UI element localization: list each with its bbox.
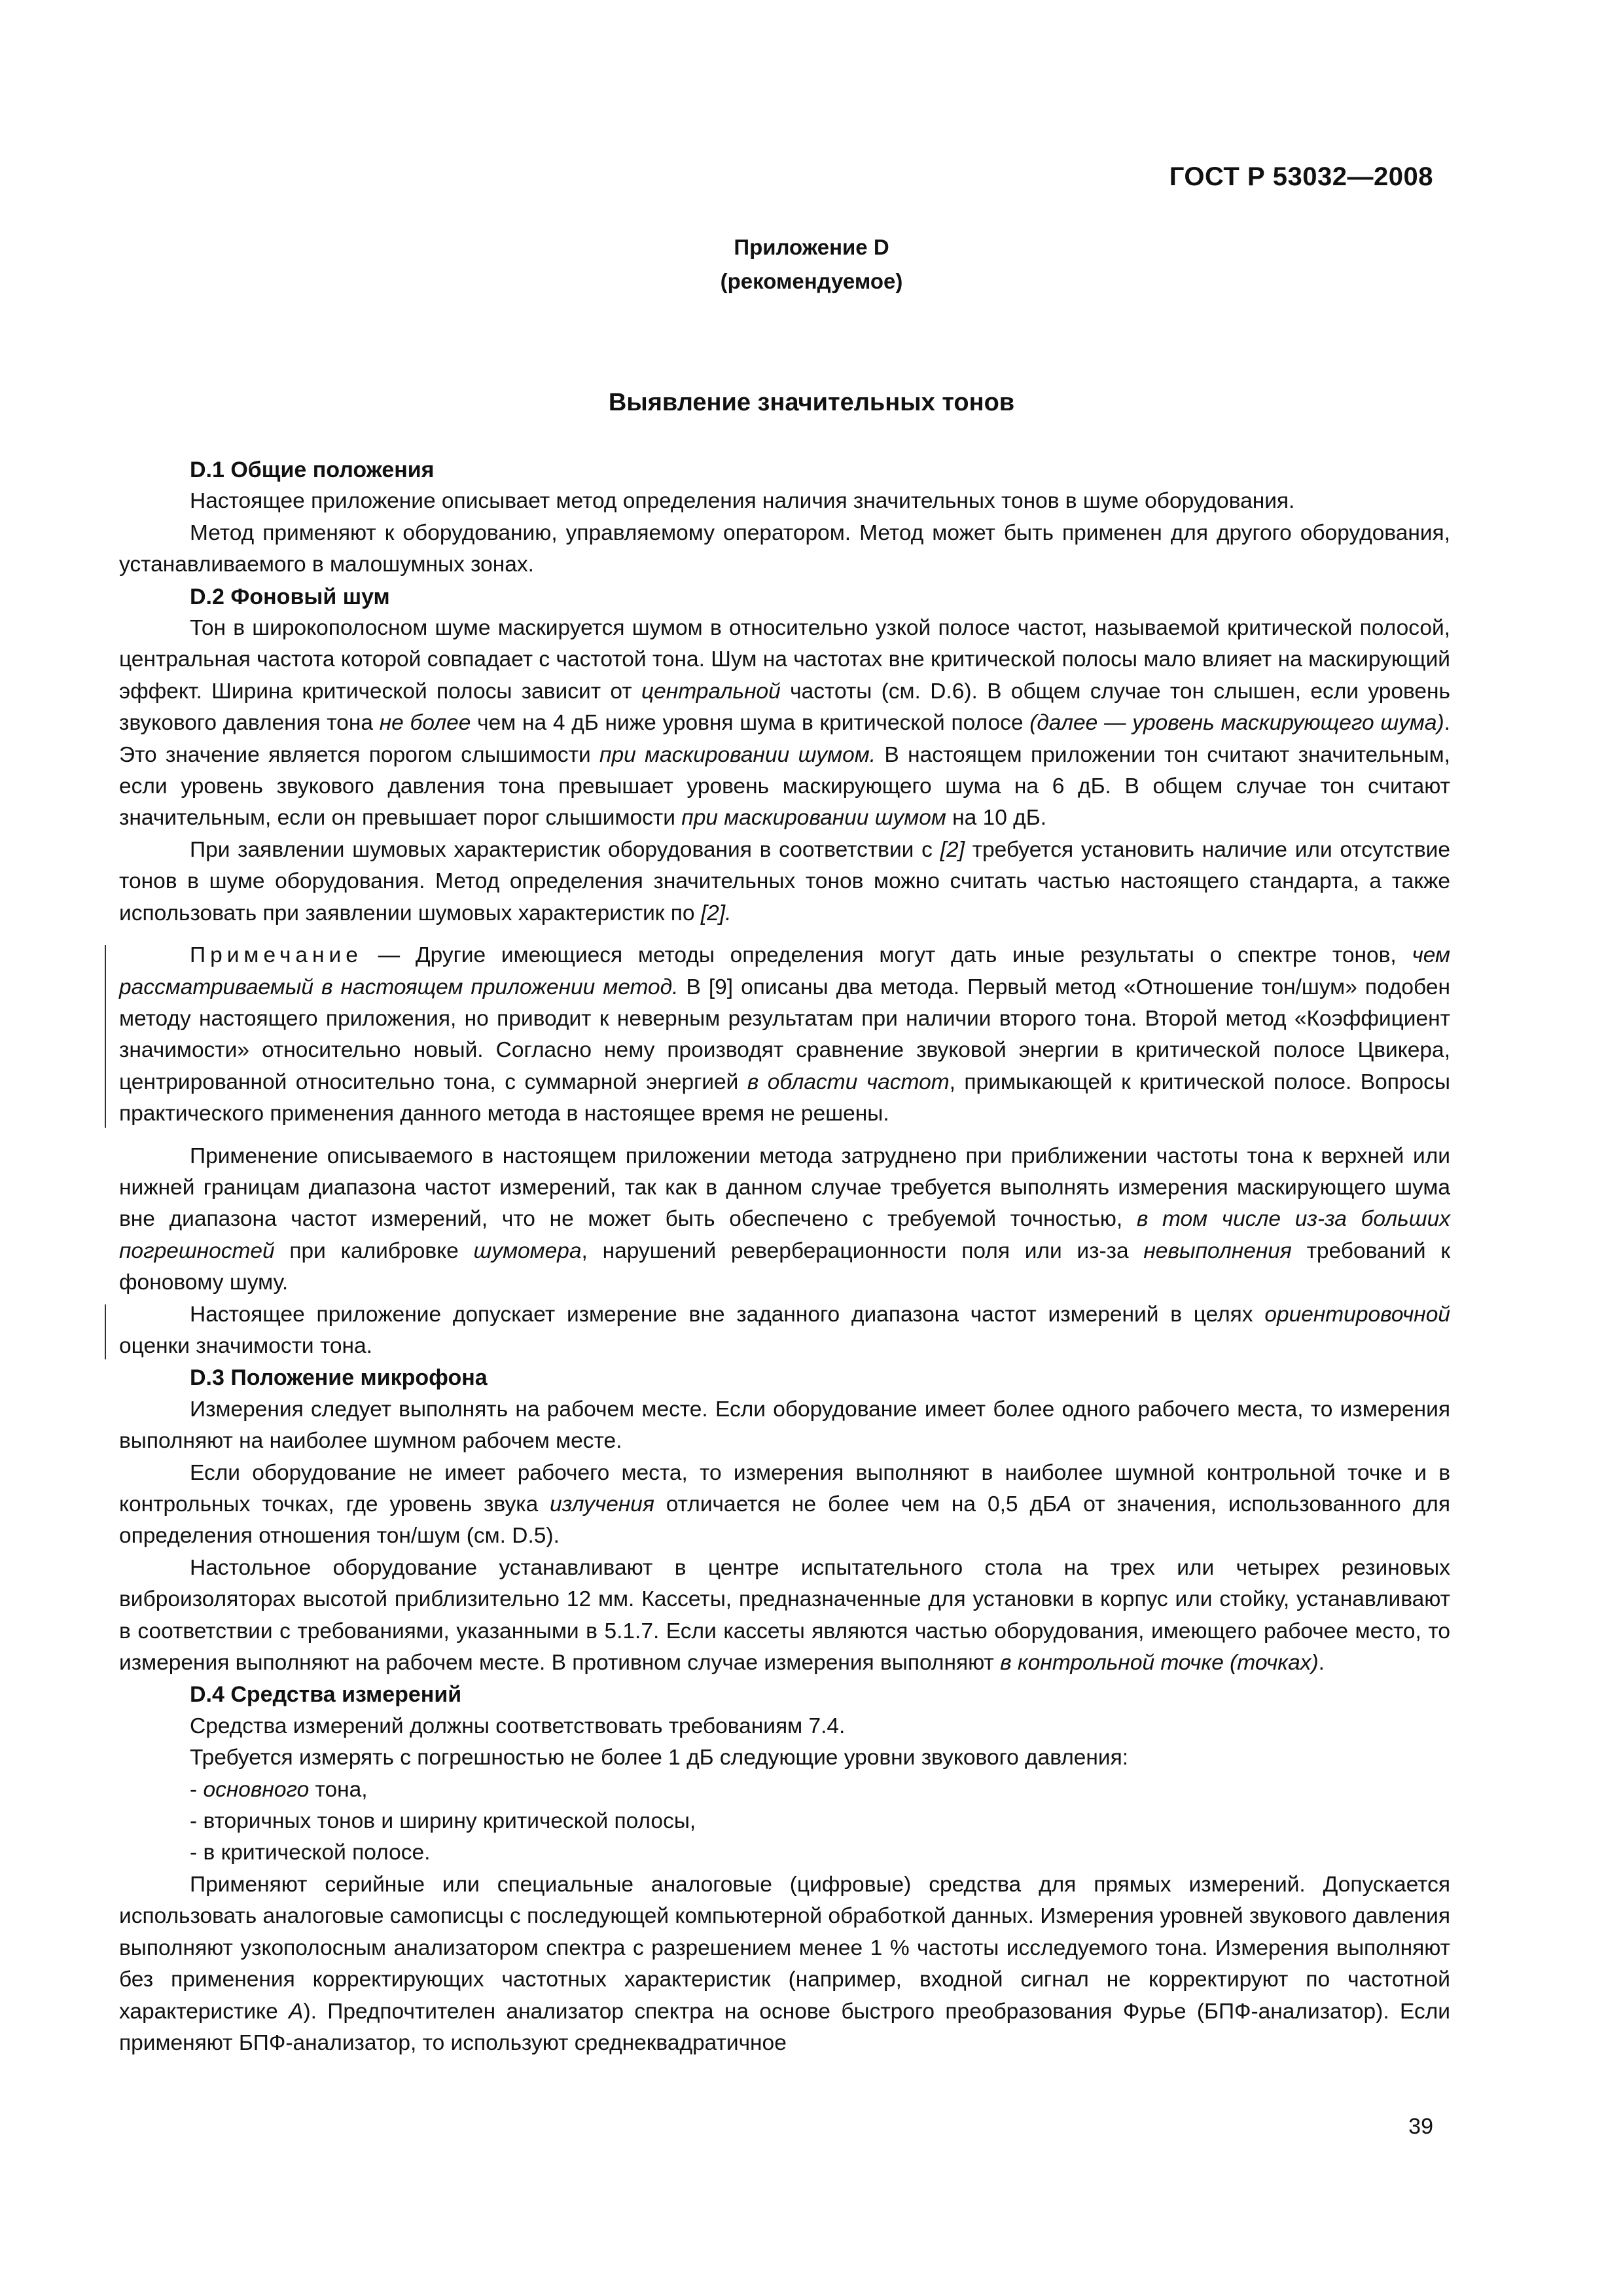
paragraph: Требуется измерять с погрешностью не более 1 дБ следующие уровни звукового давления: [190, 1746, 1129, 1770]
italic-term: в том числе из-за больших погрешностей [119, 1207, 1450, 1263]
paragraph: Метод применяют к оборудованию, управляемому оператором. Метод может быть применен для другого оборудования, устанавливаемого в малошумных зонах. [119, 520, 1450, 577]
italic-term: излучения [550, 1492, 654, 1516]
text-run: на 10 дБ. [946, 806, 1047, 831]
text-run: Применяют серийные или специальные аналоговые (цифровые) средства для прямых измерений. Допускается использовать аналоговые самописцы с последующей компьютерной обработкой данных. Измерения уровней звукового давления выполняют узкополосным анализатором спектра с разрешением менее 1 % частоты исследуемого тона. Измерения выполняют без применения корректирующих частотных характеристик (например, входной сигнал не корректируют по частотной характеристике [119, 1872, 1450, 2024]
document-body [119, 454, 1450, 2059]
italic-term: в контрольной точке (точках) [1000, 1651, 1319, 1676]
italic-term: шумомера [473, 1238, 582, 1263]
paragraph: Измерения следует выполнять на рабочем месте. Если оборудование имеет более одного рабочего места, то измерения выполняют на наиболее шумном рабочем месте. [119, 1397, 1450, 1454]
appendix-heading [0, 230, 1623, 298]
text-run: Применение описываемого в настоящем приложении метода затруднено при приближении частоты тона к верхней или нижней границам диапазона частот измерений, так как в данном случае требуется выполнять измерения маскирующего шума вне диапазона частот измерений, что не может быть обеспечено с требуемой точностью, [119, 1143, 1450, 1232]
paragraph: Средства измерений должны соответствовать требованиям 7.4. [190, 1713, 846, 1738]
text-run: тона, [309, 1777, 368, 1802]
text-run: требований к фоновому шуму. [119, 1238, 1450, 1295]
paragraph [119, 1299, 1450, 1363]
italic-term: ориентировочной [1264, 1302, 1450, 1327]
italic-term: в области частот [747, 1069, 950, 1094]
text-run: требуется установить наличие или отсутствие тонов в шуме оборудования. Метод определения значительных тонов можно считать частью настоящего стандарта, а также использовать при заявлении шумовых характеристик по [119, 837, 1450, 925]
text-run: от значения, использованного для определения отношения тон/шум (см. D.5). [119, 1492, 1450, 1549]
text-run: Настольное оборудование устанавливают в центре испытательного стола на трех или четырех резиновых виброизоляторах высотой приблизительно 12 мм. Кассеты, предназначенные для установки в корпус или стойку, устанавливают в соответствии с требованиями, указанными в 5.1.7. Если кассеты являются частью оборудования, имеющего рабочее место, то измерения выполняют на рабочем месте. В противном случае измерения выполняют [119, 1555, 1450, 1676]
italic-term: при маскировании шумом [681, 806, 946, 831]
text-run: ). Предпочтителен анализатор спектра на основе быстрого преобразования Фурье (БПФ-анализатор). Если применяют БПФ-анализатор, то используют среднеквадратичное [119, 1999, 1450, 2055]
text-run: Тон в широкополосном шуме маскируется шумом в относительно узкой полосе частот, называемой критической полосой, центральная частота которой совпадает с частотой тона. Шум на частотах вне критической полосы мало влияет на маскирующий эффект. Ширина критической полосы зависит от [119, 616, 1450, 704]
paragraph [119, 1552, 1450, 1679]
paragraph [119, 1458, 1450, 1552]
reference-link: [2] [940, 837, 965, 862]
text-run: Если оборудование не имеет рабочего места, то измерения выполняют в наиболее шумной контрольной точке и в контрольных точках, где уровень звука [119, 1460, 1450, 1516]
text-run: отличается не более чем на 0,5 дБ [654, 1492, 1057, 1516]
text-run: оценки значимости тона. [119, 1333, 372, 1358]
paragraph [119, 613, 1450, 834]
italic-term: (далее — уровень маскирующего шума) [1029, 711, 1444, 736]
section-heading-d1: D.1 Общие положения [190, 457, 435, 482]
text-run: — Другие имеющиеся методы определения могут дать иные результаты о спектре тонов, [362, 943, 1412, 968]
italic-term: основного [203, 1777, 310, 1802]
page-number: 39 [1408, 2114, 1433, 2139]
section-heading-d2: D.2 Фоновый шум [190, 584, 390, 609]
italic-term: не более [379, 711, 471, 736]
italic-term: чем рассматриваемый в настоящем приложении метод. [119, 943, 1450, 999]
paragraph [119, 834, 1450, 929]
note-paragraph [119, 940, 1450, 1130]
text-run: - [190, 1777, 204, 1802]
section-heading-d4: D.4 Средства измерений [190, 1682, 462, 1708]
italic-term: А [1057, 1492, 1072, 1516]
text-run: В [9] описаны два метода. Первый метод «Отношение тон/шум» подобен методу настоящего приложения, но приводит к неверным результатам при наличии второго тона. Второй метод «Коэффициент значимости» относительно новый. Согласно нему производят сравнение звуковой энергии в критической полосе Цвикера, центрированной относительно тона, с суммарной энергией [119, 975, 1450, 1094]
paragraph: Настоящее приложение описывает метод определения наличия значительных тонов в шуме оборудования. [190, 489, 1295, 514]
paragraph [119, 1869, 1450, 2059]
section-heading-d3: D.3 Положение микрофона [190, 1365, 488, 1391]
list-item: - вторичных тонов и ширину критической полосы, [190, 1809, 696, 1834]
text-run: , нарушений реверберационности поля или из-за [581, 1238, 1144, 1263]
text-run: . Это значение является порогом слышимости [119, 711, 1450, 767]
text-run: . [1318, 1651, 1325, 1676]
italic-term: при маскировании шумом. [599, 742, 876, 767]
text-run: При заявлении шумовых характеристик оборудования в соответствии с [190, 837, 940, 862]
italic-term: центральной [641, 679, 781, 704]
document-designation: ГОСТ Р 53032—2008 [1169, 162, 1433, 191]
text-run: Настоящее приложение допускает измерение вне заданного диапазона частот измерений в целях [190, 1302, 1265, 1327]
appendix-label: Приложение D [734, 235, 889, 259]
italic-term: А [289, 1999, 304, 2024]
italic-term: невыполнения [1143, 1238, 1292, 1263]
note-label: Примечание [190, 943, 363, 968]
text-run: , примыкающей к критической полосе. Вопросы практического применения данного метода в настоящее время не решены. [119, 1069, 1450, 1126]
text-run: при калибровке [274, 1238, 474, 1263]
paragraph [119, 1141, 1450, 1299]
text-run: частоты (см. D.6). В общем случае тон слышен, если уровень звукового давления тона [119, 679, 1450, 736]
text-run: чем на 4 дБ ниже уровня шума в критической полосе [471, 711, 1030, 736]
list-item: - в критической полосе. [190, 1840, 431, 1865]
list-item [119, 1774, 1450, 1806]
text-run: В настоящем приложении тон считают значительным, если уровень звукового давления тона превышает уровень маскирующего шума на 6 дБ. В общем случае тон считают значительным, если он превышает порог слышимости [119, 742, 1450, 831]
appendix-status: (рекомендуемое) [720, 269, 903, 293]
appendix-title: Выявление значительных тонов [608, 389, 1015, 416]
reference-link: [2]. [700, 901, 732, 925]
